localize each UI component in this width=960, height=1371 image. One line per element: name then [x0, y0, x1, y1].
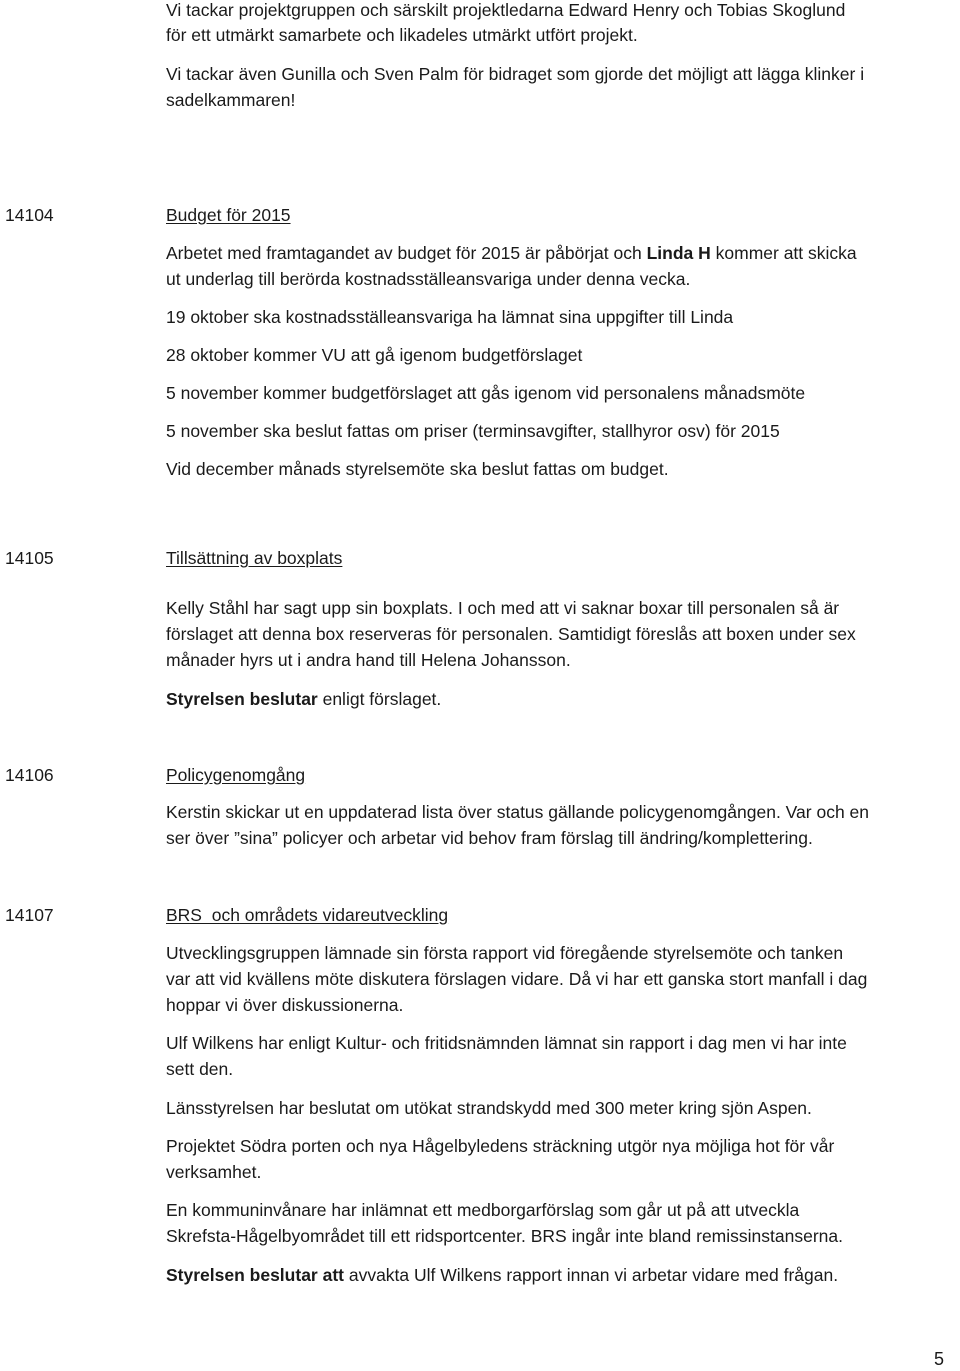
- section-paragraph-line: Utvecklingsgruppen lämnade sin första rapport vid föregående styrelsemöte och tanken: [166, 943, 844, 963]
- section-paragraph-line: Länsstyrelsen har beslutat om utökat strandskydd med 300 meter kring sjön Aspen.: [166, 1098, 812, 1118]
- intro-paragraph-line: sadelkammaren!: [166, 90, 296, 110]
- section-paragraph-line: var att vid kvällens möte diskutera förslagen vidare. Då vi har ett ganska stort manfall i dag: [166, 969, 868, 989]
- section-title: [166, 902, 448, 928]
- schedule-item: Vid december månads styrelsemöte ska beslut fattas om budget.: [166, 459, 669, 479]
- section-paragraph-line: verksamhet.: [166, 1162, 262, 1182]
- section-paragraph-line: Skrefsta-Hågelbyområdet till ett ridsportcenter. BRS ingår inte bland remissinstanserna.: [166, 1226, 843, 1246]
- text-run: enligt förslaget.: [317, 689, 442, 709]
- section-title: [166, 545, 342, 571]
- section-paragraph-line: sett den.: [166, 1059, 234, 1079]
- text-run: avvakta Ulf Wilkens rapport innan vi arbetar vidare med frågan.: [343, 1265, 839, 1285]
- intro-paragraph-line: Vi tackar även Gunilla och Sven Palm för bidraget som gjorde det möjligt att lägga klinker i: [166, 64, 865, 84]
- section-paragraph-line: Kerstin skickar ut en uppdaterad lista över status gällande policygenomgången. Var och en: [166, 802, 870, 822]
- section-title-text: Tillsättning av boxplats: [166, 548, 343, 568]
- intro-paragraph-line: Vi tackar projektgruppen och särskilt projektledarna Edward Henry och Tobias Skoglund: [166, 0, 846, 20]
- section-paragraph-line: En kommuninvånare har inlämnat ett medborgarförslag som går ut på att utveckla: [166, 1200, 800, 1220]
- intro-paragraph-line: för ett utmärkt samarbete och likadeles utmärkt utfört projekt.: [166, 25, 638, 45]
- section-number: 14104: [5, 205, 54, 225]
- section-paragraph-line: månader hyrs ut i andra hand till Helena Johansson.: [166, 650, 571, 670]
- section-paragraph-line: förslaget att denna box reserveras för personalen. Samtidigt föreslås att boxen under sex: [166, 624, 856, 644]
- section-number: 14107: [5, 905, 54, 925]
- section-title-text: Budget för 2015: [166, 205, 291, 225]
- page-number: 5: [933, 1349, 944, 1369]
- decision-bold: Styrelsen beslutar att: [166, 1265, 344, 1285]
- section-title-text: Policygenomgång: [166, 765, 306, 785]
- section-number: 14105: [5, 548, 54, 568]
- schedule-item: 28 oktober kommer VU att gå igenom budgetförslaget: [166, 345, 583, 365]
- decision-bold: Styrelsen beslutar: [166, 689, 318, 709]
- section-title: [166, 202, 291, 228]
- section-number: 14106: [5, 765, 54, 785]
- section-paragraph-line: Kelly Ståhl har sagt upp sin boxplats. I och med att vi saknar boxar till personalen så är: [166, 598, 840, 618]
- section-title: [166, 762, 305, 788]
- text-run: Arbetet med framtagandet av budget för 2015 är påbörjat och: [166, 243, 647, 263]
- section-title-text: BRS och områdets vidareutveckling: [166, 905, 449, 925]
- section-paragraph-line: Ulf Wilkens har enligt Kultur- och fritidsnämnden lämnat sin rapport i dag men vi har inte: [166, 1033, 847, 1053]
- schedule-item: 5 november kommer budgetförslaget att gås igenom vid personalens månadsmöte: [166, 383, 806, 403]
- decision-line: [166, 686, 952, 712]
- section-paragraph-line: [166, 240, 952, 266]
- section-paragraph-line: Projektet Södra porten och nya Hågelbyledens sträckning utgör nya möjliga hot för vår: [166, 1136, 835, 1156]
- section-paragraph-line: ser över ”sina” policyer och arbetar vid behov fram förslag till ändring/komplettering.: [166, 828, 813, 848]
- decision-line: [166, 1262, 952, 1288]
- bold-name: Linda H: [646, 243, 711, 263]
- section-paragraph-line: hoppar vi över diskussionerna.: [166, 995, 404, 1015]
- text-run: kommer att skicka: [710, 243, 857, 263]
- schedule-item: 19 oktober ska kostnadsställeansvariga ha lämnat sina uppgifter till Linda: [166, 307, 734, 327]
- schedule-item: 5 november ska beslut fattas om priser (terminsavgifter, stallhyror osv) för 2015: [166, 421, 780, 441]
- section-paragraph-line: ut underlag till berörda kostnadsställeansvariga under denna vecka.: [166, 269, 691, 289]
